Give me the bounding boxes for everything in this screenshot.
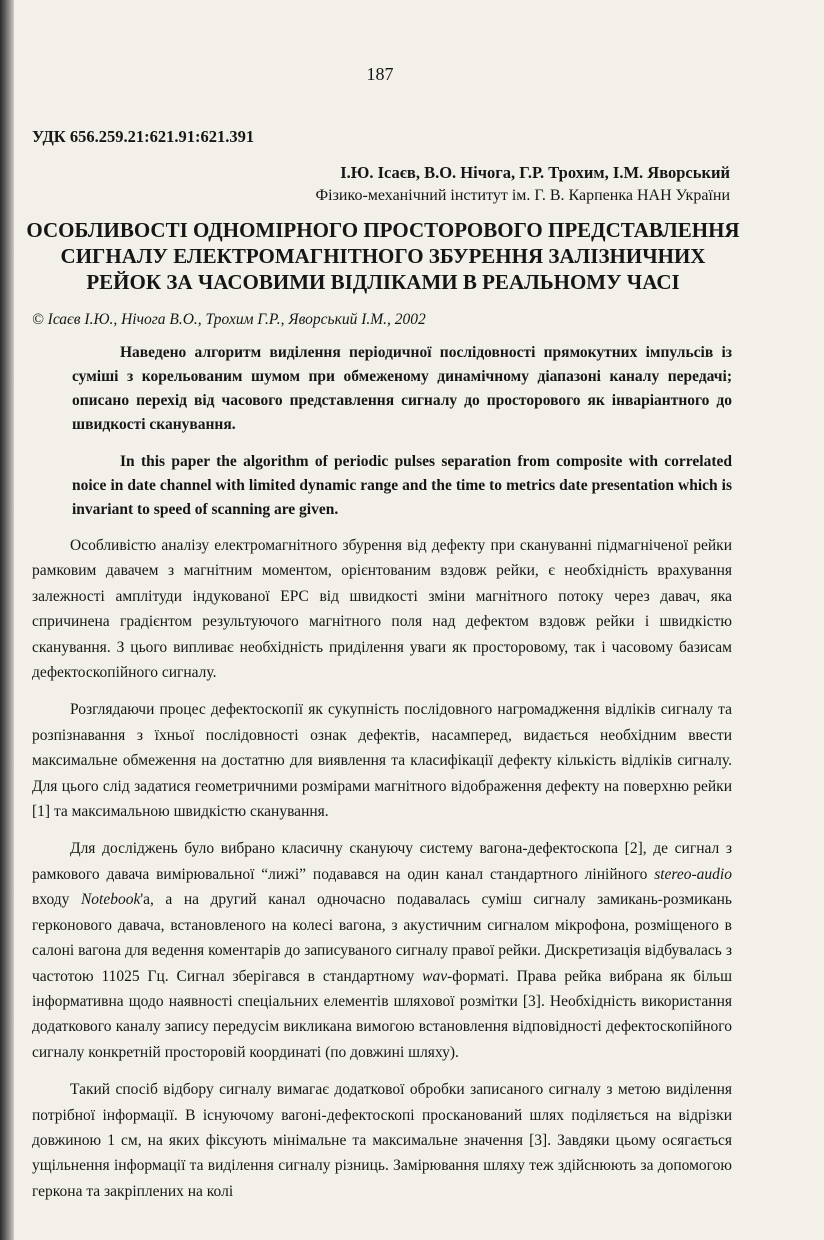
copyright: © Ісаєв І.Ю., Нічога В.О., Трохим Г.Р., Яворський І.М., 2002 (32, 311, 426, 328)
title-line-3: РЕЙОК ЗА ЧАСОВИМИ ВІДЛІКАМИ В РЕАЛЬНОМУ ЧАСІ (86, 270, 680, 294)
paper-title (24, 217, 742, 295)
page-number: 187 (366, 64, 394, 84)
paragraph-3 (32, 836, 732, 1065)
institute: Фізико-механічний інститут ім. Г. В. Карпенка НАН України (315, 187, 730, 204)
paragraph-3-part-b: входу (32, 891, 81, 909)
title-line-2: СИГНАЛУ ЕЛЕКТРОМАГНІТНОГО ЗБУРЕННЯ ЗАЛІЗНИЧНИХ (60, 244, 706, 268)
paragraph-3-italic-notebook: Notebook (80, 891, 141, 909)
authors: І.Ю. Ісаєв, В.О. Нічога, Г.Р. Трохим, І.М. Яворський (340, 163, 730, 182)
body-text (32, 533, 732, 1211)
abstract-ukrainian: Наведено алгоритм виділення періодичної послідовності прямокутних імпульсів із суміші з корельованим шумом при обмеженому динамічному діапазоні каналу передачі; описано перехід від часового представлення сигналу до просторового як інваріантного до швидкості сканування. (72, 344, 732, 433)
paragraph-3-part-c: 'а, а на другий канал одночасно подавалась суміш сигналу замикань-розмикань герконового давача, встановленого на колесі вагона, з акустичним сигналом мікрофона, розміщеного в салоні вагона для ведення коментарів до записуваного сигналу правої рейки. Дискретизація відбувалась з частотою 11025 Гц. Сигнал зберігався в стандартному (32, 891, 732, 985)
abstract-english: In this paper the algorithm of periodic pulses separation from composite with correlated noice in date channel with limited dynamic range and the time to metrics date presentation which is invariant to speed of scanning are given. (72, 453, 732, 518)
paragraph-3-italic-stereo-audio: stereo-audio (654, 865, 732, 883)
paragraph-4: Такий спосіб відбору сигналу вимагає додаткової обробки записаного сигналу з метою виділення потрібної інформації. В існуючому вагоні-дефектоскопі просканований шлях поділяється на відрізки довжиною 1 см, на яких фіксують мінімальне та максимальне значення [3]. Завдяки цьому осягається ущільнення інформації та виділення сигналу різниць. Замірювання шляху теж здійснюють за допомогою геркона та закріплених на колі (32, 1081, 732, 1200)
paragraph-3-part-d: -форматі. Права рейка вибрана як більш інформативна щодо наявності спеціальних елементів шляхової розмітки [3]. Необхідність використання додаткового каналу запису передусім викликана вимогою встановлення відповідності дефектоскопійного сигналу конкретній просторовій координаті (по довжині шляху). (32, 967, 733, 1061)
paragraph-3-part-a: Для досліджень було вибрано класичну скануючу систему вагона-дефектоскопа [2], де сигнал з рамкового давача вимірювальної “лижі” подавався на один канал стандартного лінійного (32, 840, 732, 883)
udk-code: УДК 656.259.21:621.91:621.391 (32, 127, 255, 146)
paragraph-1: Особливістю аналізу електромагнітного збурення від дефекту при скануванні підмагніченої рейки рамковим давачем з магнітним моментом, орієнтованим вздовж рейки, є необхідність врахування залежності амплітуди індукованої ЕРС від швидкості зміни магнітного потоку через давач, яка спричинена градієнтом результуючого магнітного поля над дефектом вздовж рейки і швидкістю сканування. З цього випливає необхідність приділення уваги як просторовому, так і часовому базисам дефектоскопійного сигналу. (32, 537, 732, 682)
paragraph-3-italic-wav: wav (422, 967, 448, 985)
paragraph-2: Розглядаючи процес дефектоскопії як сукупність послідовного нагромадження відліків сигналу та розпізнавання з їхньої послідовності ознак дефектів, насамперед, видається необхідним ввести максимальне обмеження на достатню для виявлення та класифікації дефекту кількість відліків сигналу. Для цього слід задатися геометричними розмірами магнітного відображення дефекту на поверхню рейки [1] та максимальною швидкістю сканування. (32, 701, 732, 821)
title-line-1: ОСОБЛИВОСТІ ОДНОМІРНОГО ПРОСТОРОВОГО ПРЕДСТАВЛЕННЯ (26, 218, 740, 242)
